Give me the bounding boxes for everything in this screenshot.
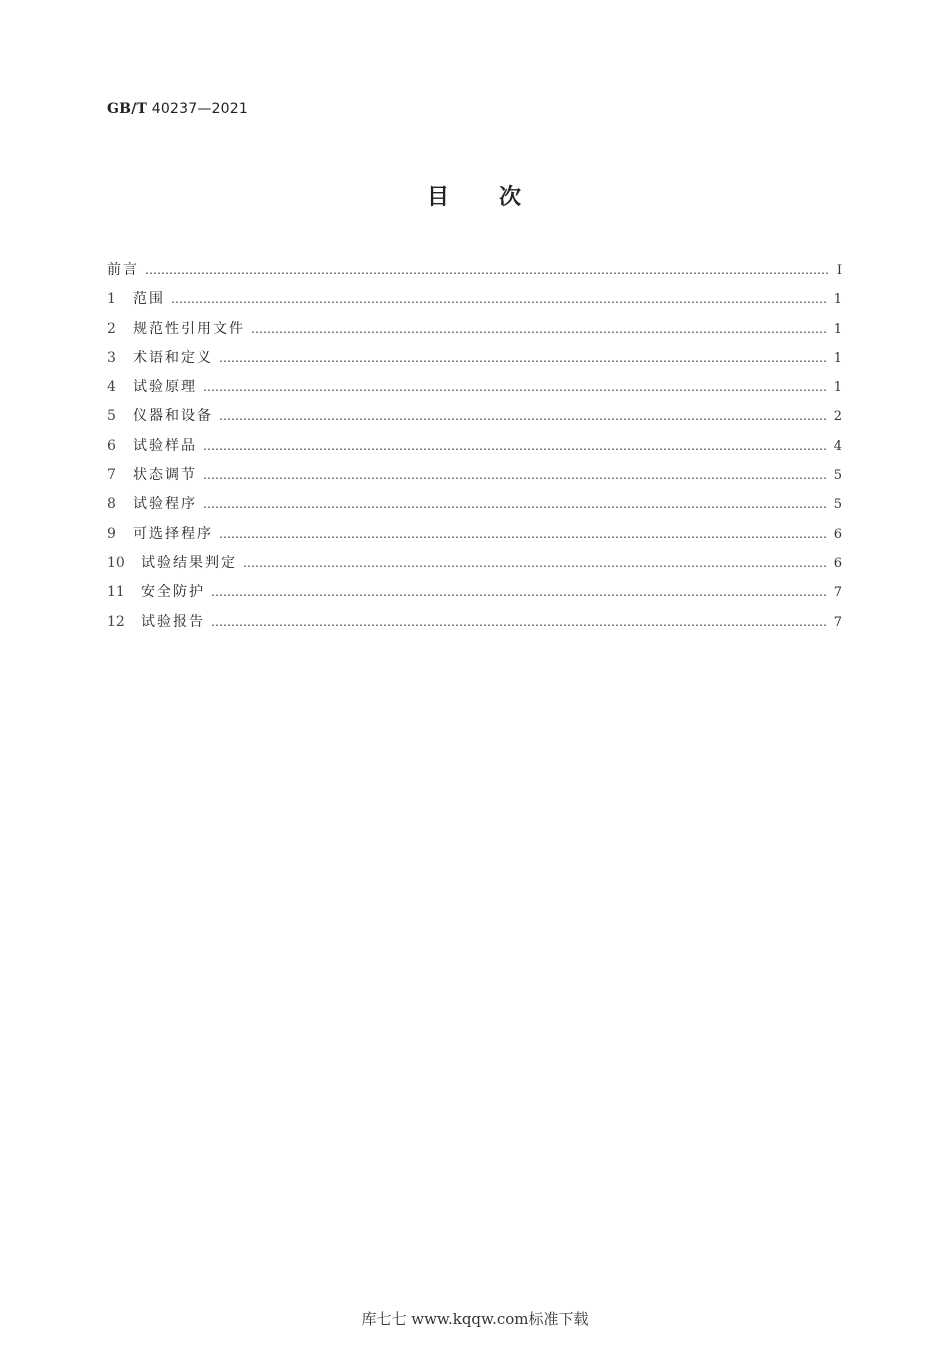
toc-dot-leader [211,585,828,599]
toc-entry[interactable] [107,318,842,347]
page-title-char-2: 次 [499,185,524,210]
toc-dot-leader [219,409,828,423]
toc-entry-page: 1 [833,292,842,308]
toc-dot-leader [243,556,828,570]
toc-entry[interactable] [107,376,842,405]
toc-entry-number: 1 [107,291,116,308]
toc-entry-label: 前言 [107,262,139,278]
toc-entry-label: 规范性引用文件 [133,320,245,337]
toc-entry[interactable] [107,405,842,434]
toc-entry-page: 1 [833,350,842,366]
toc-entry-number: 7 [107,467,116,484]
page-title [0,180,950,211]
toc-dot-leader [203,439,828,453]
toc-entry-label: 术语和定义 [133,349,213,366]
toc-dot-leader [203,497,828,511]
toc-dot-leader [203,380,828,394]
footer-watermark: 库七七 www.kqqw.com标准下载 [361,1310,589,1328]
toc-entry-label: 试验程序 [133,496,197,513]
toc-entry-number: 3 [107,349,116,366]
toc-entry-page: 2 [833,409,842,425]
toc-entry[interactable] [107,464,842,493]
toc-entry[interactable] [107,493,842,522]
toc-dot-leader [219,351,828,365]
toc-entry-page: 6 [833,555,842,571]
toc-entry[interactable] [107,552,842,581]
toc-entry[interactable] [107,611,842,640]
toc-entry-label: 试验原理 [133,379,197,396]
toc-entry-page: 1 [833,321,842,337]
toc-entry-page: 1 [833,380,842,396]
standard-code: GB/T [107,101,148,117]
toc-entry-label: 仪器和设备 [133,408,213,425]
toc-entry-page: 7 [833,585,842,601]
toc-entry[interactable] [107,259,842,288]
toc-dot-leader [203,468,828,482]
standard-year-number: 40237—2021 [151,101,248,117]
table-of-contents [107,259,842,640]
toc-entry-number: 11 [107,584,125,601]
toc-entry-number: 2 [107,320,116,337]
toc-entry-number: 10 [107,554,125,571]
toc-entry-page: 6 [833,526,842,542]
toc-entry-number: 6 [107,437,116,454]
toc-entry-number: 12 [107,613,125,630]
toc-entry-label: 试验样品 [133,437,197,454]
toc-entry-label: 试验结果判定 [141,554,237,571]
toc-entry-page: 4 [833,438,842,454]
toc-entry-page: 7 [833,614,842,630]
toc-dot-leader [211,615,828,629]
toc-entry[interactable] [107,435,842,464]
toc-entry-label: 试验报告 [141,613,205,630]
toc-entry[interactable] [107,523,842,552]
toc-dot-leader [219,527,828,541]
toc-entry-label: 范围 [133,291,165,308]
toc-entry[interactable] [107,347,842,376]
toc-entry-number: 8 [107,496,116,513]
toc-entry-label: 状态调节 [133,467,197,484]
toc-entry-page: Ⅰ [836,263,842,278]
toc-entry-number: 9 [107,525,116,542]
toc-dot-leader [171,292,828,306]
toc-dot-leader [145,263,828,277]
toc-entry[interactable] [107,581,842,610]
toc-dot-leader [251,322,828,336]
page-title-char-1: 目 [426,185,451,210]
standard-number [107,101,248,117]
toc-entry-number: 4 [107,379,116,396]
toc-entry-label: 安全防护 [141,584,205,601]
toc-entry-label: 可选择程序 [133,525,213,542]
toc-entry[interactable] [107,288,842,317]
toc-entry-number: 5 [107,408,116,425]
toc-entry-page: 5 [833,497,842,513]
toc-entry-page: 5 [833,468,842,484]
